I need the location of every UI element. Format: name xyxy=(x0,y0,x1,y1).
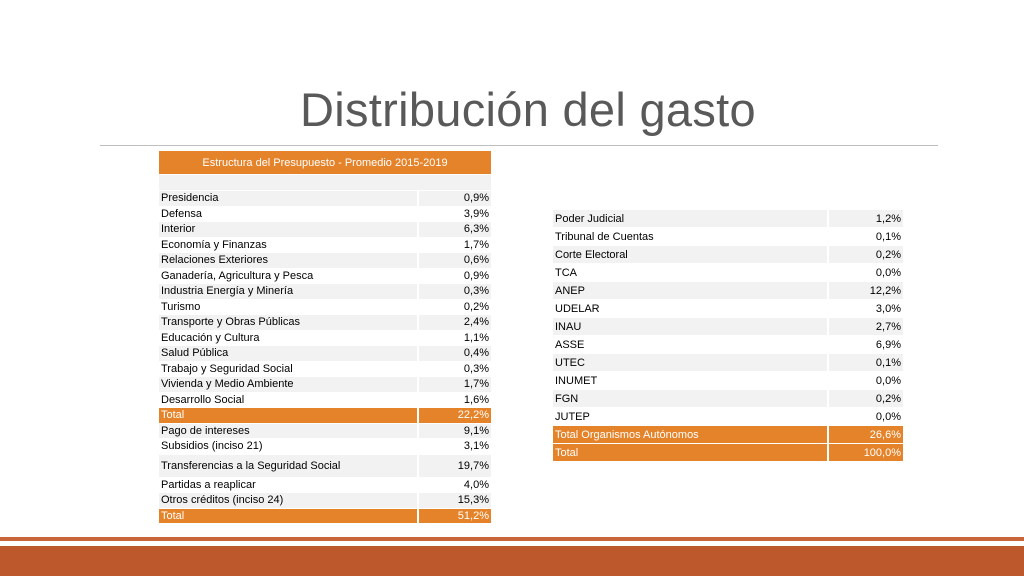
row-label: Transporte y Obras Públicas xyxy=(159,315,418,331)
row-value: 6,3% xyxy=(418,222,492,238)
table-row xyxy=(553,300,904,318)
table-header-row xyxy=(159,151,492,175)
row-label: Partidas a reaplicar xyxy=(159,477,418,493)
table-row xyxy=(159,377,492,393)
row-label: Educación y Cultura xyxy=(159,330,418,346)
row-label: Industria Energía y Minería xyxy=(159,284,418,300)
row-label: Trabajo y Seguridad Social xyxy=(159,361,418,377)
table-row xyxy=(553,390,904,408)
row-value: 3,1% xyxy=(418,439,492,455)
table-row xyxy=(159,423,492,439)
row-label: Interior xyxy=(159,222,418,238)
row-label: Transferencias a la Seguridad Social xyxy=(159,454,418,477)
row-value: 3,0% xyxy=(828,300,904,318)
row-value: 26,6% xyxy=(828,426,904,444)
row-label: Otros créditos (inciso 24) xyxy=(159,493,418,509)
table-header: Estructura del Presupuesto - Promedio 2015-2019 xyxy=(159,151,492,175)
table-row xyxy=(553,408,904,426)
row-value: 4,0% xyxy=(418,477,492,493)
row-label: UTEC xyxy=(553,354,828,372)
table-row xyxy=(159,493,492,509)
row-label: Presidencia xyxy=(159,191,418,207)
total-row xyxy=(553,444,904,462)
row-label: Total xyxy=(159,408,418,424)
slide-title: Distribución del gasto xyxy=(300,83,756,136)
table-row xyxy=(553,372,904,390)
row-value: 1,6% xyxy=(418,392,492,408)
row-value: 0,1% xyxy=(828,354,904,372)
subtotal-row xyxy=(553,426,904,444)
row-value: 2,4% xyxy=(418,315,492,331)
row-label: Subsidios (inciso 21) xyxy=(159,439,418,455)
row-value: 0,2% xyxy=(828,246,904,264)
subtotal-row xyxy=(159,408,492,424)
row-value: 0,4% xyxy=(418,346,492,362)
row-value: 1,2% xyxy=(828,210,904,228)
row-label: Ganadería, Agricultura y Pesca xyxy=(159,268,418,284)
row-value: 51,2% xyxy=(418,508,492,524)
table-row xyxy=(159,392,492,408)
total-row xyxy=(159,508,492,524)
row-value: 0,2% xyxy=(828,390,904,408)
table-row xyxy=(159,346,492,362)
table-row xyxy=(159,299,492,315)
row-label: Poder Judicial xyxy=(553,210,828,228)
row-label: Tribunal de Cuentas xyxy=(553,228,828,246)
table-row xyxy=(553,318,904,336)
row-label: Defensa xyxy=(159,206,418,222)
table-row xyxy=(553,228,904,246)
row-label: Total Organismos Autónomos xyxy=(553,426,828,444)
row-label: TCA xyxy=(553,264,828,282)
row-value: 0,0% xyxy=(828,372,904,390)
row-label: INAU xyxy=(553,318,828,336)
row-label: Corte Electoral xyxy=(553,246,828,264)
table-row xyxy=(159,330,492,346)
table-row xyxy=(553,210,904,228)
table-row xyxy=(159,253,492,269)
row-label: Turismo xyxy=(159,299,418,315)
row-label: Vivienda y Medio Ambiente xyxy=(159,377,418,393)
row-value: 0,9% xyxy=(418,191,492,207)
table-row xyxy=(553,282,904,300)
row-value: 0,0% xyxy=(828,264,904,282)
row-value: 0,2% xyxy=(418,299,492,315)
footer-accent-line xyxy=(0,537,1024,541)
row-label: JUTEP xyxy=(553,408,828,426)
table-row xyxy=(159,222,492,238)
footer-bar xyxy=(0,546,1024,576)
table-row xyxy=(553,246,904,264)
table-row xyxy=(159,315,492,331)
table-row xyxy=(553,336,904,354)
row-value: 0,1% xyxy=(828,228,904,246)
row-label: FGN xyxy=(553,390,828,408)
budget-structure-table xyxy=(159,151,493,524)
row-value: 3,9% xyxy=(418,206,492,222)
row-value: 19,7% xyxy=(418,454,492,477)
row-label: ASSE xyxy=(553,336,828,354)
table-row xyxy=(159,454,492,477)
table-row xyxy=(159,361,492,377)
row-label: UDELAR xyxy=(553,300,828,318)
table-row xyxy=(159,206,492,222)
table-row xyxy=(553,264,904,282)
table-row xyxy=(159,284,492,300)
row-label: ANEP xyxy=(553,282,828,300)
table-row xyxy=(159,237,492,253)
row-label: INUMET xyxy=(553,372,828,390)
row-value: 0,9% xyxy=(418,268,492,284)
row-value: 1,7% xyxy=(418,237,492,253)
row-value: 22,2% xyxy=(418,408,492,424)
row-value: 15,3% xyxy=(418,493,492,509)
row-label: Desarrollo Social xyxy=(159,392,418,408)
row-value: 12,2% xyxy=(828,282,904,300)
row-label: Total xyxy=(553,444,828,462)
row-value: 2,7% xyxy=(828,318,904,336)
row-value: 100,0% xyxy=(828,444,904,462)
row-value: 1,7% xyxy=(418,377,492,393)
autonomous-organisms-table xyxy=(553,210,905,462)
blank-row xyxy=(159,175,492,191)
row-value: 6,9% xyxy=(828,336,904,354)
row-label: Total xyxy=(159,508,418,524)
table-row xyxy=(159,191,492,207)
row-value: 9,1% xyxy=(418,423,492,439)
row-label: Economía y Finanzas xyxy=(159,237,418,253)
row-label: Pago de intereses xyxy=(159,423,418,439)
title-divider xyxy=(100,145,938,146)
row-value: 0,0% xyxy=(828,408,904,426)
row-value: 0,3% xyxy=(418,361,492,377)
row-value: 0,3% xyxy=(418,284,492,300)
table-row xyxy=(159,268,492,284)
row-label: Relaciones Exteriores xyxy=(159,253,418,269)
table-row xyxy=(553,354,904,372)
table-row xyxy=(159,439,492,455)
row-value: 1,1% xyxy=(418,330,492,346)
row-value: 0,6% xyxy=(418,253,492,269)
table-row xyxy=(159,477,492,493)
row-label: Salud Pública xyxy=(159,346,418,362)
